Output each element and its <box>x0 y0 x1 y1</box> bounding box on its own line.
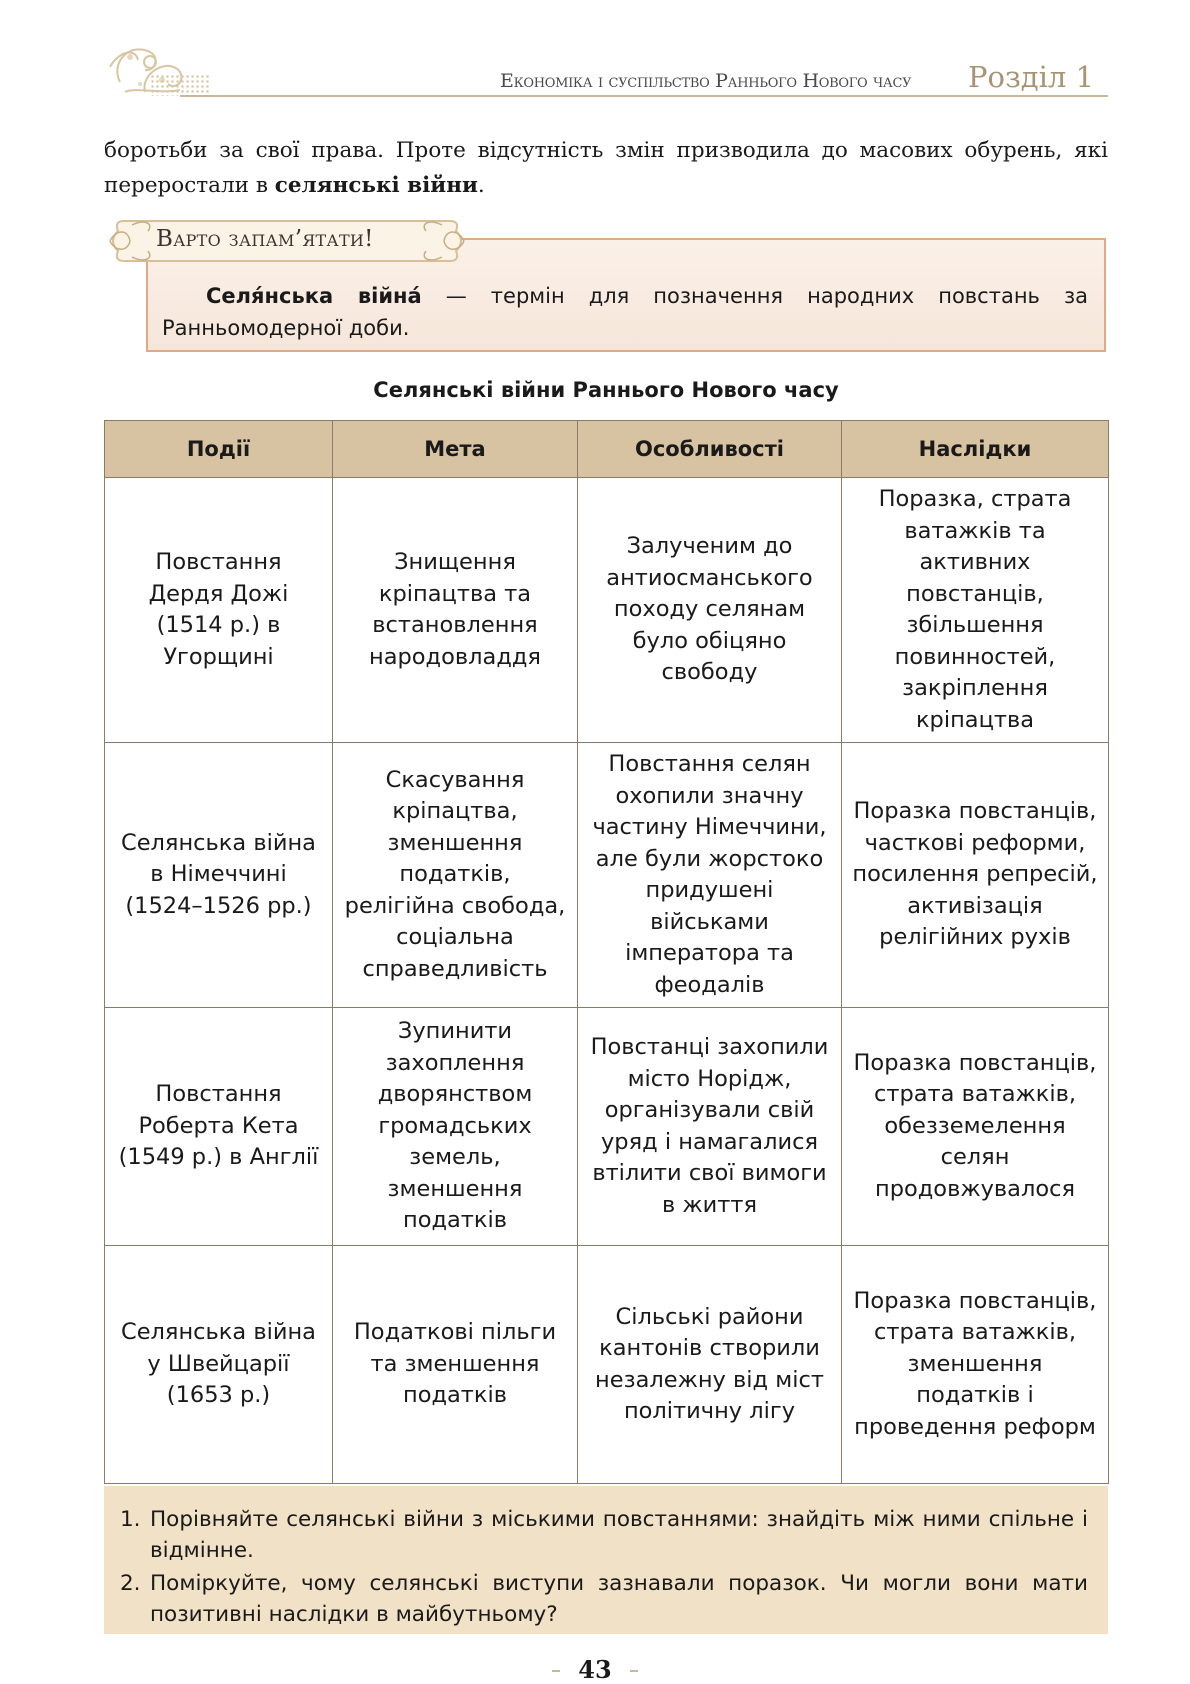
column-header-events: Події <box>105 421 333 478</box>
table-cell: Зупинити захоплення дворянством громадських земель, зменшення податків <box>333 1008 578 1246</box>
question-number: 2. <box>120 1571 141 1596</box>
table-cell: Поразка, страта ватажків та активних повстанців, збільшення повинностей, закріплення кріпацтва <box>842 478 1109 743</box>
question-number: 1. <box>120 1507 141 1532</box>
table-cell: Скасування кріпацтва, зменшення податків, релігійна свобода, соціальна справедливість <box>333 743 578 1008</box>
intro-bold-term: селянські війни <box>274 173 478 198</box>
table-cell: Сільські райони кантонів створили незалежну від міст політичну лігу <box>578 1246 842 1484</box>
table-row <box>105 743 1109 1008</box>
question-item <box>120 1504 1088 1566</box>
remember-definition-text: — термін для позначення народних повстань за Ранньомодерної доби. <box>162 284 1088 340</box>
table-row <box>105 1246 1109 1484</box>
header-divider <box>180 95 1108 97</box>
intro-text-end: . <box>477 173 485 198</box>
table-cell: Знищення кріпацтва та встановлення народовладдя <box>333 478 578 743</box>
questions-box <box>104 1486 1108 1634</box>
table-cell: Селянська війна в Німеччині (1524–1526 рр.) <box>105 743 333 1008</box>
table-cell: Поразка повстанців, часткові реформи, посилення репресій, активізація релігійних рухів <box>842 743 1109 1008</box>
question-text: Порівняйте селянські війни з міськими повстаннями: знайдіть між ними спільне і відмінне. <box>150 1507 1088 1563</box>
intro-paragraph <box>104 133 1108 203</box>
column-header-features: Особливості <box>578 421 842 478</box>
header-section-title: Економіка і суспільство Раннього Нового часу <box>500 70 912 92</box>
peasant-wars-table <box>104 420 1109 1484</box>
table-cell: Селянська війна у Швейцарії (1653 р.) <box>105 1246 333 1484</box>
table-cell: Податкові пільги та зменшення податків <box>333 1246 578 1484</box>
column-header-consequences: Наслідки <box>842 421 1109 478</box>
column-header-goal: Мета <box>333 421 578 478</box>
table-cell: Поразка повстанців, страта ватажків, зменшення податків і проведення реформ <box>842 1246 1109 1484</box>
table-cell: Повстання селян охопили значну частину Німеччини, але були жорстоко придушені військами імператора та феодалів <box>578 743 842 1008</box>
table-cell: Повстання Дердя Дожі (1514 р.) в Угорщині <box>105 478 333 743</box>
intro-text: боротьби за свої права. Проте відсутність змін призводила до масових обурень, які переростали в <box>104 138 1108 198</box>
table-cell: Поразка повстанців, страта ватажків, обезземелення селян продовжувалося <box>842 1008 1109 1246</box>
table-title: Селянські війни Раннього Нового часу <box>373 378 839 402</box>
question-item <box>120 1568 1088 1630</box>
remember-title: Варто запам’ятати! <box>156 226 374 252</box>
table-row <box>105 1008 1109 1246</box>
table-cell: Залученим до антиосманського походу селянам було обіцяно свободу <box>578 478 842 743</box>
table-cell: Повстанці захопили місто Норідж, організували свій уряд і намагалися втілити свої вимоги в життя <box>578 1008 842 1246</box>
table-header-row <box>105 421 1109 478</box>
remember-term: Селя́нська війна́ <box>206 284 422 308</box>
remember-definition <box>162 280 1088 344</box>
table-cell: Повстання Роберта Кета (1549 р.) в Англії <box>105 1008 333 1246</box>
header-chapter-label: Розділ 1 <box>968 60 1095 94</box>
page-number: 43 <box>560 1658 630 1682</box>
header-dot-pattern <box>150 74 210 96</box>
table-row <box>105 478 1109 743</box>
question-text: Поміркуйте, чому селянські виступи зазнавали поразок. Чи могли вони мати позитивні наслідки в майбутньому? <box>150 1571 1088 1627</box>
